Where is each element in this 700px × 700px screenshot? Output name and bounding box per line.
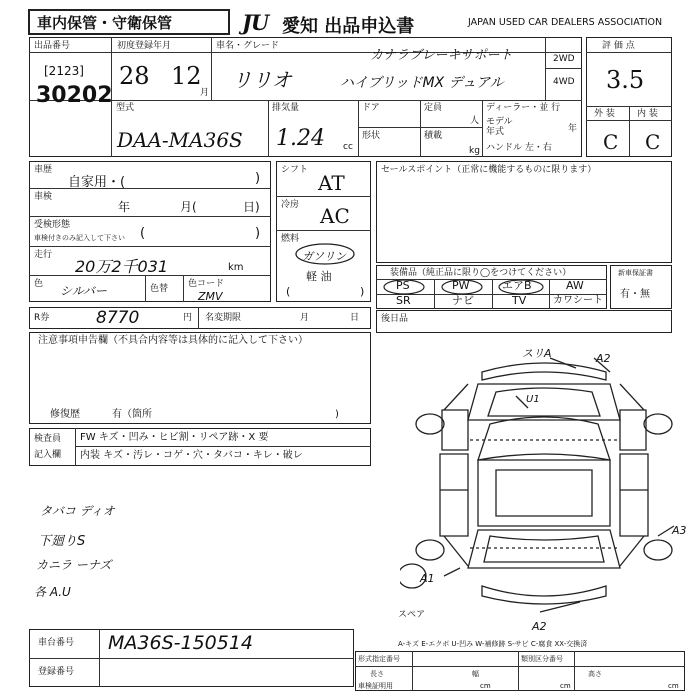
capacity-unit: 人 — [470, 116, 480, 126]
equip-aw: AW — [566, 279, 584, 292]
warranty-value: 有・無 — [620, 289, 650, 300]
shape-label: 形状 — [362, 131, 381, 141]
repair-value: 有（箇所 — [112, 409, 152, 420]
name-change-day: 日 — [350, 313, 360, 323]
lot-small-number: [2123] — [44, 64, 84, 78]
reg-date-label: 初度登録年月 — [117, 41, 172, 51]
equip-ps: PS — [396, 279, 410, 292]
width-label: 幅 — [472, 670, 479, 678]
model-year-label: モデル年式 — [486, 117, 513, 137]
fuel-gasoline: ガソリン — [302, 250, 346, 263]
class-number-label: 類別区分番号 — [521, 655, 563, 663]
history-box — [29, 161, 271, 302]
inspector-label-1: 検査員 — [34, 434, 62, 444]
hand-note-3: カニラ ーナズ — [36, 558, 112, 572]
car-name-value: リリオ — [232, 68, 292, 92]
month-unit: 月 — [200, 88, 210, 98]
warranty-label: 新車保証書 — [618, 269, 653, 277]
diagram-mark-top: スリA — [522, 347, 552, 360]
handle-label: ハンドル 左・右 — [486, 143, 552, 153]
reg-number-label: 登録番号 — [38, 667, 75, 677]
color-value: シルバー — [60, 284, 107, 298]
mileage-label: 走行 — [34, 250, 53, 260]
ju-logo: JU — [242, 10, 269, 35]
notes-label: 注意事項申告欄（不具合内容等は具体的に記入して下さい） — [38, 335, 308, 346]
recycle-label: R券 — [34, 313, 50, 323]
hand-note-2: 下廻りS — [38, 534, 86, 549]
exterior-label: 外 装 — [594, 109, 615, 119]
load-label: 積載 — [424, 131, 443, 141]
fuel-label: 燃料 — [281, 234, 300, 244]
repair-label: 修復歴 — [50, 409, 80, 420]
width-unit: cm — [560, 682, 571, 690]
length-unit: cm — [480, 682, 491, 690]
lot-label: 出品番号 — [34, 41, 71, 51]
inspector-label-2: 記入欄 — [34, 450, 62, 460]
recycle-value: 8770 — [96, 308, 140, 328]
color-code-label: 色コード — [188, 279, 225, 289]
model-label: 型式 — [116, 103, 135, 113]
displacement-value: 1.24 — [276, 126, 325, 151]
shift-value: AT — [318, 171, 345, 195]
spec-table — [355, 651, 685, 691]
fuel-close: ) — [360, 285, 365, 298]
score-value: 3.5 — [606, 66, 645, 94]
displacement-label: 排気量 — [272, 103, 300, 113]
color-code-value: ZMV — [198, 290, 223, 303]
drive-4wd: 4WD — [553, 77, 575, 87]
height-label: 高さ — [588, 670, 602, 678]
hand-note-4: 各 A.U — [34, 585, 71, 599]
ac-value: AC — [320, 204, 350, 228]
sales-point-label: セールスポイント（正常に機能するものに限ります） — [381, 165, 597, 175]
inspection-year: 年 — [118, 200, 131, 214]
post-date-box — [376, 310, 672, 333]
equipment-label: 装備品（純正品に限り◯をつけてください） — [390, 268, 572, 278]
color-replace-label: 色替 — [150, 284, 169, 294]
storage-badge — [28, 9, 230, 35]
form-title: 愛知 出品申込書 — [282, 16, 415, 37]
fuel-diesel: 軽 油 — [306, 270, 332, 283]
dealer-label: ディーラー・並 行 — [486, 103, 561, 113]
mileage-unit: km — [228, 262, 244, 273]
door-label: ドア — [362, 103, 380, 113]
diagram-mark-a1: A1 — [420, 572, 435, 585]
recycle-unit: 円 — [183, 313, 193, 323]
equip-tv: TV — [512, 294, 527, 307]
diagram-mark-a2-bottom: A2 — [532, 620, 547, 633]
car-damage-diagram — [400, 340, 690, 620]
model-value: DAA-MA36S — [117, 128, 243, 152]
grade-line-2: ハイブリッドMX デュアル — [340, 75, 504, 91]
spare-label: スペア — [398, 610, 426, 620]
equip-circle-marks — [376, 279, 607, 295]
interior-grade: C — [645, 130, 661, 154]
inspector-line-2: 内装 キズ・汚レ・コゲ・穴・タバコ・キレ・破レ — [80, 450, 303, 461]
height-unit: cm — [668, 682, 679, 690]
grade-line-1: カナラブレーキサポート — [370, 48, 513, 63]
chassis-label: 車台番号 — [38, 638, 75, 648]
equip-leather: カワシート — [553, 295, 603, 306]
shift-label: シフト — [281, 165, 309, 175]
receive-close: ) — [255, 226, 261, 241]
inspection-day: 日) — [243, 200, 260, 214]
history-label: 車歴 — [34, 165, 53, 175]
diagram-mark-a2-top: A2 — [596, 352, 611, 365]
car-name-label: 車名・グレード — [216, 41, 280, 51]
lot-number: 30202 — [36, 83, 113, 108]
chassis-value: MA36S-150514 — [108, 632, 254, 654]
diagram-mark-a3: A3 — [672, 524, 687, 537]
reg-month-value: 12 — [171, 62, 202, 90]
capacity-label: 定員 — [424, 103, 443, 113]
repair-close: ) — [335, 409, 339, 420]
reg-year-value: 28 — [119, 62, 150, 90]
post-date-label: 後日品 — [381, 314, 409, 324]
displacement-unit: cc — [343, 142, 353, 152]
vehicle-cert-label: 車検証明用 — [358, 682, 393, 690]
name-change-month: 月 — [300, 313, 310, 323]
drive-2wd: 2WD — [553, 54, 575, 64]
association-name: JAPAN USED CAR DEALERS ASSOCIATION — [468, 17, 663, 28]
inspection-month: 月( — [180, 200, 197, 214]
equip-airbag: エアB — [502, 279, 532, 292]
history-close: ) — [255, 171, 261, 186]
receive-label: 受検形態 — [34, 220, 71, 230]
color-label: 色 — [34, 279, 44, 289]
cert-number-label: 形式指定番号 — [358, 655, 400, 663]
history-value: 自家用・( — [68, 175, 126, 190]
damage-legend: A-キズ E-エクボ U-凹み W-補修跡 S-サビ C-腐食 XX-交換済 — [398, 640, 588, 648]
ac-label: 冷房 — [281, 200, 300, 210]
mileage-value: 20万2千031 — [75, 257, 169, 276]
equip-sr: SR — [396, 294, 411, 307]
equip-pw: PW — [452, 279, 470, 292]
diagram-mark-u1: U1 — [526, 394, 540, 405]
receive-note: 車検付きのみ記入して下さい — [34, 234, 125, 242]
model-year-unit: 年 — [568, 124, 578, 134]
load-unit: kg — [469, 146, 480, 156]
sales-point-box — [376, 161, 672, 263]
score-label: 評 価 点 — [602, 41, 635, 51]
fuel-circle-mark — [294, 242, 356, 266]
exterior-grade: C — [603, 130, 619, 154]
storage-badge-text: 車内保管・守衛保管 — [37, 14, 173, 32]
interior-label: 内 装 — [637, 109, 658, 119]
inspector-line-1: FW キズ・凹み・ヒビ割・リペア跡・X 要 — [80, 432, 269, 443]
recycle-box — [29, 307, 371, 329]
hand-note-1: タバコ ディオ — [40, 504, 115, 518]
length-label: 長さ — [370, 670, 384, 678]
inspection-label: 車検 — [34, 192, 53, 202]
name-change-label: 名変期限 — [205, 313, 242, 323]
equip-navi: ナビ — [452, 294, 474, 307]
receive-paren: ( — [140, 226, 146, 241]
fuel-paren: ( — [286, 285, 291, 298]
